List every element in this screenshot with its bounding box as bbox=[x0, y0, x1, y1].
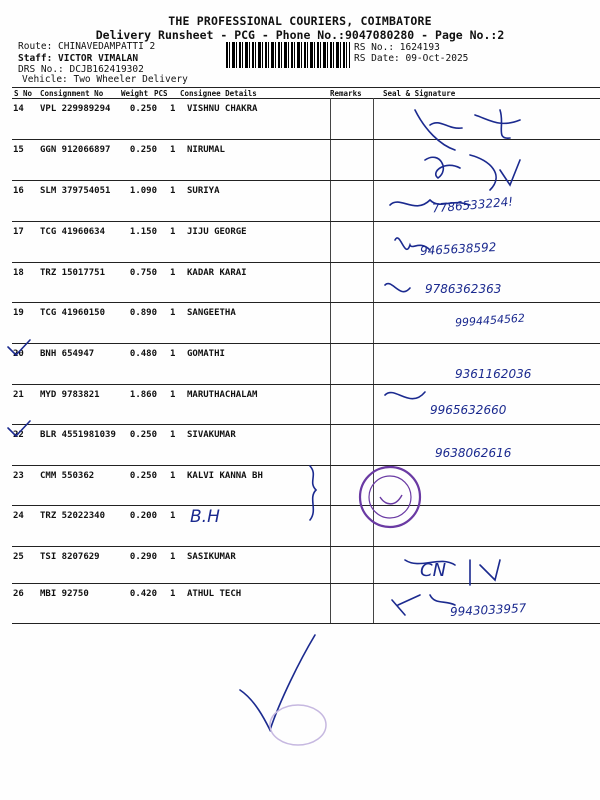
row-weight: 0.480 bbox=[129, 349, 157, 359]
staff: Staff: VICTOR VIMALAN bbox=[18, 53, 139, 64]
col-weight: Weight bbox=[121, 89, 149, 98]
row-consignee: JIJU GEORGE bbox=[187, 227, 247, 237]
kalvi-stamp-icon bbox=[360, 467, 420, 527]
row-consignee: GOMATHI bbox=[187, 349, 225, 359]
route: Route: CHINAVEDAMPATTI 2 bbox=[18, 41, 156, 52]
row-pcs: 1 bbox=[170, 186, 176, 196]
row-sno: 15 bbox=[13, 145, 24, 155]
page-number: - Page No.:2 bbox=[421, 28, 505, 42]
row-sno: 26 bbox=[13, 589, 24, 599]
signature-15 bbox=[425, 155, 520, 190]
runsheet-title-text: Delivery Runsheet - PCG - bbox=[95, 28, 269, 42]
phone-21: 9965632660 bbox=[430, 403, 507, 417]
phone-18: 9786362363 bbox=[425, 282, 502, 296]
faded-stamp-icon bbox=[270, 705, 326, 745]
row-consignee: KADAR KARAI bbox=[187, 268, 247, 278]
company-name: THE PROFESSIONAL COURIERS, COIMBATORE bbox=[168, 14, 432, 28]
row-weight: 0.200 bbox=[129, 511, 157, 521]
sig-26-scribble bbox=[392, 595, 455, 615]
row-sno: 17 bbox=[13, 227, 24, 237]
row-weight: 0.420 bbox=[129, 589, 157, 599]
row-pcs: 1 bbox=[170, 349, 176, 359]
big-check bbox=[240, 635, 315, 730]
sig-18-scribble bbox=[385, 284, 410, 292]
row-pcs: 1 bbox=[170, 104, 176, 114]
row-consignee: NIRUMAL bbox=[187, 145, 225, 155]
brace-23 bbox=[310, 466, 316, 520]
row-weight: 0.890 bbox=[129, 308, 157, 318]
row-weight: 1.090 bbox=[129, 186, 157, 196]
row-consignee: SURIYA bbox=[187, 186, 220, 196]
rs-number: RS No.: 1624193 bbox=[354, 42, 440, 53]
sig-25: CN bbox=[420, 560, 447, 581]
col-sno: S No bbox=[14, 89, 33, 98]
rs-date: RS Date: 09-Oct-2025 bbox=[354, 53, 469, 64]
row-consignee: MARUTHACHALAM bbox=[187, 390, 258, 400]
col-signature: Seal & Signature bbox=[383, 89, 456, 98]
row-weight: 1.150 bbox=[129, 227, 157, 237]
col-consignment: Consignment No bbox=[40, 89, 104, 98]
row-weight: 1.860 bbox=[129, 390, 157, 400]
row-weight: 0.250 bbox=[129, 145, 157, 155]
row-pcs: 1 bbox=[170, 511, 176, 521]
row-pcs: 1 bbox=[170, 589, 176, 599]
tick-20 bbox=[8, 340, 30, 355]
row-consignee: VISHNU CHAKRA bbox=[187, 104, 258, 114]
phone-19: 9994454562 bbox=[454, 311, 526, 330]
row-pcs: 1 bbox=[170, 430, 176, 440]
row-sno: 16 bbox=[13, 186, 24, 196]
row-consignment: MYD 9783821 bbox=[40, 390, 100, 400]
row-weight: 0.250 bbox=[129, 104, 157, 114]
signature-14 bbox=[415, 110, 520, 150]
row-pcs: 1 bbox=[170, 552, 176, 562]
row-pcs: 1 bbox=[170, 145, 176, 155]
row-sno: 14 bbox=[13, 104, 24, 114]
row-consignment: GGN 912066897 bbox=[40, 145, 111, 155]
row-sno: 24 bbox=[13, 511, 24, 521]
phone-number: Phone No.:9047080280 bbox=[275, 28, 415, 42]
row-pcs: 1 bbox=[170, 227, 176, 237]
row-pcs: 1 bbox=[170, 390, 176, 400]
row-sno: 21 bbox=[13, 390, 24, 400]
row-sno: 23 bbox=[13, 471, 24, 481]
phone-26: 9943033957 bbox=[449, 601, 527, 619]
row-consignment: TCG 41960150 bbox=[40, 308, 106, 318]
bh-note: B.H bbox=[190, 507, 220, 527]
row-consignment: SLM 379754051 bbox=[40, 186, 111, 196]
vehicle: Vehicle: Two Wheeler Delivery bbox=[22, 74, 188, 85]
row-sno: 25 bbox=[13, 552, 24, 562]
row-sno: 18 bbox=[13, 268, 24, 278]
row-sno: 19 bbox=[13, 308, 24, 318]
drs-number: DRS No.: DCJB162419302 bbox=[18, 64, 144, 75]
row-sno: 22 bbox=[13, 430, 24, 440]
row-consignment: TRZ 15017751 bbox=[40, 268, 106, 278]
row-consignee: SIVAKUMAR bbox=[187, 430, 236, 440]
phone-17: 9465638592 bbox=[419, 240, 497, 258]
row-consignment: BLR 4551981039 bbox=[40, 430, 116, 440]
row-sno: 20 bbox=[13, 349, 24, 359]
row-pcs: 1 bbox=[170, 471, 176, 481]
row-consignee: SASIKUMAR bbox=[187, 552, 236, 562]
row-weight: 0.250 bbox=[129, 430, 157, 440]
col-pcs: PCS bbox=[154, 89, 168, 98]
row-consignment: MBI 92750 bbox=[40, 589, 89, 599]
row-consignee: ATHUL TECH bbox=[187, 589, 242, 599]
row-consignment: TRZ 52022340 bbox=[40, 511, 106, 521]
phone-22: 9638062616 bbox=[435, 446, 512, 460]
row-consignment: TSI 8207629 bbox=[40, 552, 100, 562]
row-consignee: SANGEETHA bbox=[187, 308, 236, 318]
row-pcs: 1 bbox=[170, 308, 176, 318]
row-pcs: 1 bbox=[170, 268, 176, 278]
sig-21-scribble bbox=[385, 392, 425, 399]
row-weight: 0.290 bbox=[129, 552, 157, 562]
row-weight: 0.750 bbox=[129, 268, 157, 278]
col-consignee: Consignee Details bbox=[180, 89, 257, 98]
row-consignment: CMM 550362 bbox=[40, 471, 95, 481]
col-remarks: Remarks bbox=[330, 89, 362, 98]
tick-22 bbox=[8, 421, 30, 436]
phone-16: 7786533224! bbox=[431, 194, 514, 216]
row-consignee: KALVI KANNA BH bbox=[187, 471, 263, 481]
row-consignment: BNH 654947 bbox=[40, 349, 95, 359]
row-consignment: TCG 41960634 bbox=[40, 227, 106, 237]
row-weight: 0.250 bbox=[129, 471, 157, 481]
row-consignment: VPL 229989294 bbox=[40, 104, 111, 114]
phone-20: 9361162036 bbox=[455, 367, 532, 381]
